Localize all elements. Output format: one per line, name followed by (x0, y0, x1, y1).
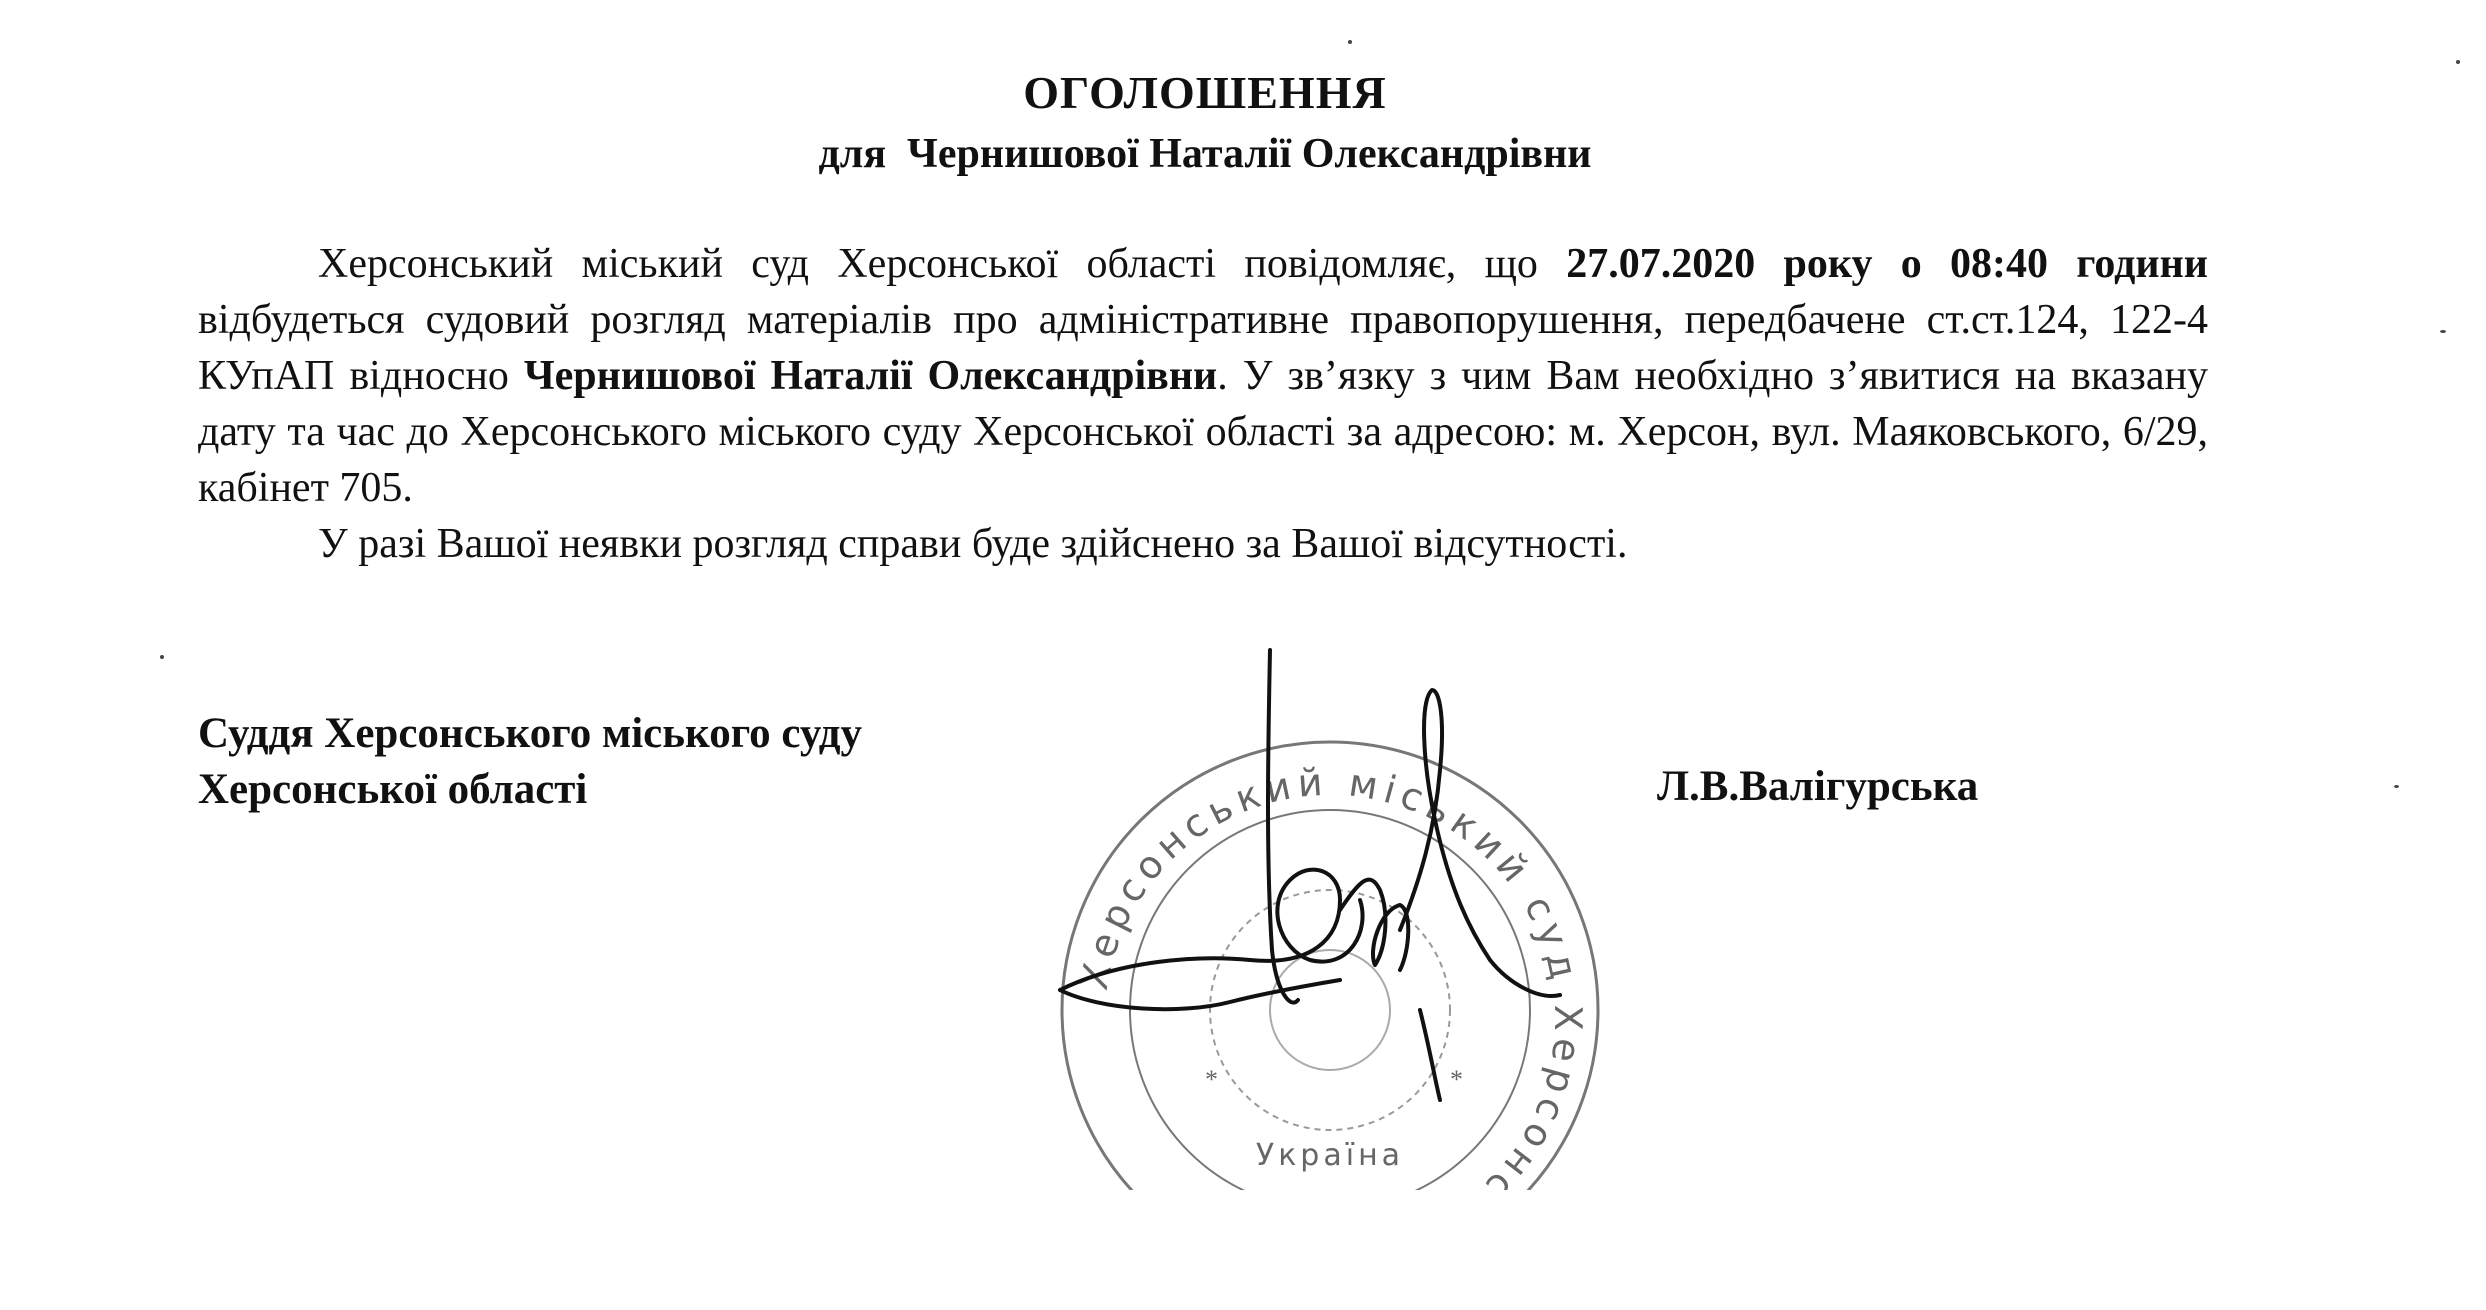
notice-body (198, 236, 2208, 572)
paragraph-1-intro: Херсонський міський суд Херсонської області повідомляє, що (318, 241, 1567, 287)
judge-name: Л.В.Валігурська (1657, 763, 1979, 810)
svg-text:*: * (1205, 1065, 1218, 1094)
judge-position-line-2: Херсонської області (198, 766, 588, 813)
judge-position-line-1: Суддя Херсонського міського суду (198, 710, 862, 757)
svg-text:*: * (1450, 1065, 1463, 1094)
notice-paragraph-1 (198, 236, 2208, 516)
notice-paragraph-2: У разі Вашої неявки розгляд справи буде здійснено за Вашої відсутності. (318, 521, 1628, 567)
court-stamp (1040, 630, 1620, 1190)
seal-and-signature (1040, 630, 1620, 1190)
seal-outer-text: Херсонський міський суд Херсонс (1071, 759, 1591, 1190)
seal-inner-text: Україна (1255, 1138, 1405, 1173)
judge-position (198, 706, 862, 818)
document-title: ОГОЛОШЕННЯ (1023, 67, 1387, 118)
paragraph-1-middle: відбудеться судовий розгляд матеріалів про адміністративне правопорушення, передбачене ст.ст.124, 122-4 КУпАП відносно (198, 297, 2208, 399)
paragraph-1-end: . У зв’язку з чим Вам необхідно з’явитися на вказану дату та час до Херсонського міського суду Херсонської області за адресою: м. Херсон, вул. Маяковського, 6/29, кабінет 705. (198, 353, 2208, 511)
document-subtitle: для Чернишової Наталії Олександрівни (818, 131, 1592, 177)
hearing-datetime: 27.07.2020 року о 08:40 години (1566, 241, 2208, 287)
person-name: Чернишової Наталії Олександрівни (523, 353, 1218, 399)
